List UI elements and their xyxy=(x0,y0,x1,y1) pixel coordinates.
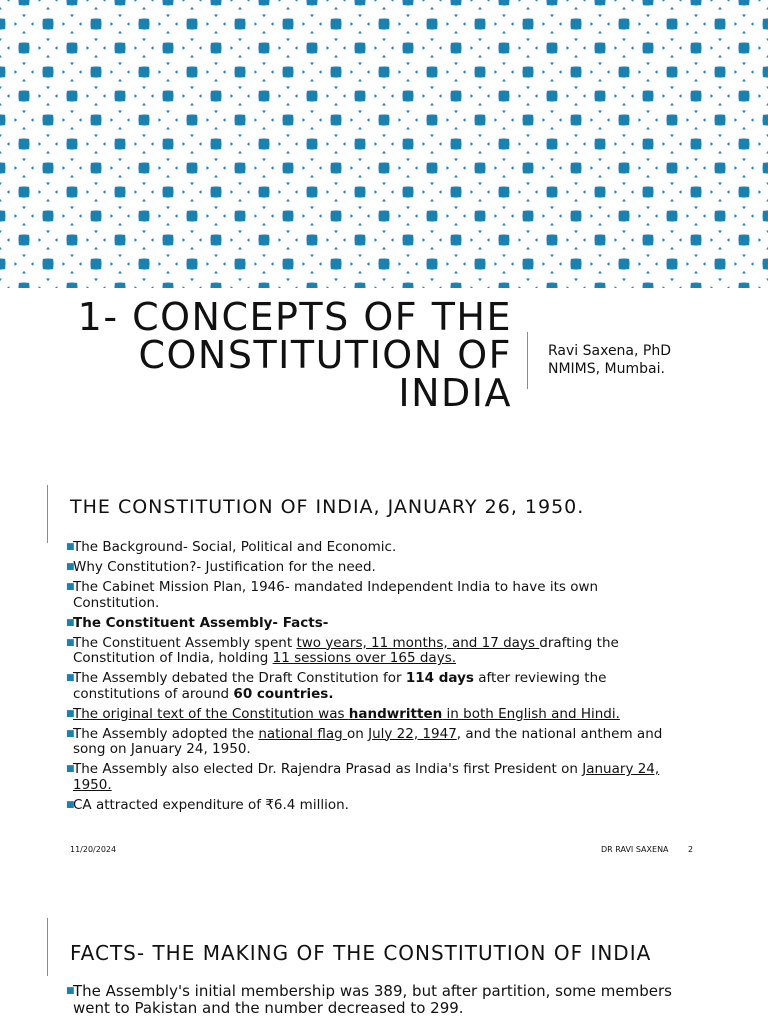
bullet-item xyxy=(66,540,686,556)
bullet-marker-icon: ■ xyxy=(66,582,75,592)
footer-author: DR RAVI SAXENA xyxy=(601,845,669,854)
bullet-text: The original text of the Constitution was xyxy=(73,705,349,722)
bullet-text: handwritten xyxy=(348,705,443,722)
bullet-item xyxy=(66,580,686,611)
slide2-accent-bar xyxy=(47,485,48,543)
footer-date: 11/20/2024 xyxy=(70,845,117,854)
title-line: INDIA xyxy=(398,371,512,415)
bullet-text: January 24, 1950. xyxy=(73,761,660,793)
slide1-title xyxy=(20,295,512,415)
bullet-text: The Cabinet Mission Plan, 1946- mandated Independent India to have its own Constitution. xyxy=(73,579,599,611)
bullet-item xyxy=(66,983,706,1016)
bullet-text: The Constituent Assembly- Facts- xyxy=(73,614,329,631)
bullet-text: on xyxy=(346,725,369,742)
bullet-item xyxy=(66,798,686,814)
bullet-text: after reviewing the constitutions of around xyxy=(73,670,607,702)
bullet-marker-icon: ■ xyxy=(66,799,75,810)
bullet-text: in both English and Hindi. xyxy=(442,705,620,722)
bullet-text: CA attracted expenditure of ₹6.4 million. xyxy=(73,796,349,813)
bullet-item xyxy=(66,636,686,667)
bullet-marker-icon: ■ xyxy=(66,986,75,996)
header-banner-pattern xyxy=(0,0,768,288)
slide3-title: FACTS- THE MAKING OF THE CONSTITUTION OF INDIA xyxy=(70,941,652,965)
bullet-text: July 22, 1947 xyxy=(368,725,457,742)
bullet-item xyxy=(66,671,686,702)
bullet-item xyxy=(66,707,686,723)
title-divider xyxy=(527,332,528,389)
bullet-text: drafting the Constitution of India, holding xyxy=(73,634,619,666)
bullet-text: , and the national anthem and song on January 24, 1950. xyxy=(73,725,663,757)
bullet-text: The Assembly adopted the xyxy=(73,725,259,742)
bullet-text: 11 sessions over 165 days. xyxy=(272,650,457,666)
bullet-text: two years, 11 months, and 17 days xyxy=(296,634,540,651)
bullet-text: national flag xyxy=(258,725,347,742)
bullet-item xyxy=(66,560,686,576)
bullet-item xyxy=(66,727,686,758)
bullet-text: 114 days xyxy=(405,670,474,686)
author-org: NMIMS, Mumbai. xyxy=(548,361,665,377)
bullet-marker-icon: ■ xyxy=(66,673,75,683)
bullet-marker-icon: ■ xyxy=(66,542,75,552)
bullet-marker-icon: ■ xyxy=(66,764,75,774)
title-line: 1- CONCEPTS OF THE xyxy=(77,295,512,339)
bullet-text: The Constituent Assembly spent xyxy=(73,634,297,651)
circle-lattice-pattern xyxy=(0,0,768,288)
bullet-text: Why Constitution?- Justification for the need. xyxy=(73,559,376,575)
bullet-item xyxy=(66,616,686,632)
bullet-marker-icon: ■ xyxy=(66,637,75,648)
bullet-item xyxy=(66,762,686,793)
author-block xyxy=(548,342,671,378)
bullet-text: The Assembly's initial membership was 389, but after partition, some members went to Pakistan and the number decreased to 299. xyxy=(73,982,672,1017)
bullet-marker-icon: ■ xyxy=(66,562,75,572)
bullet-marker-icon: ■ xyxy=(66,708,75,719)
title-line: CONSTITUTION OF xyxy=(138,333,512,377)
slide2-title: THE CONSTITUTION OF INDIA, JANUARY 26, 1950. xyxy=(70,496,585,518)
bullet-marker-icon: ■ xyxy=(66,728,75,739)
bullet-marker-icon: ■ xyxy=(66,617,75,628)
slide2-bullet-list xyxy=(66,540,686,818)
author-name: Ravi Saxena, PhD xyxy=(548,343,672,359)
bullet-text: The Background- Social, Political and Economic. xyxy=(73,539,397,555)
slide3-accent-bar xyxy=(47,918,48,976)
slide3-bullet-list xyxy=(66,983,706,1021)
bullet-text: The Assembly also elected Dr. Rajendra Prasad as India's first President on xyxy=(73,761,583,777)
footer-page-number: 2 xyxy=(688,845,694,854)
bullet-text: The Assembly debated the Draft Constitution for xyxy=(73,670,406,686)
bullet-text: 60 countries. xyxy=(233,685,334,702)
